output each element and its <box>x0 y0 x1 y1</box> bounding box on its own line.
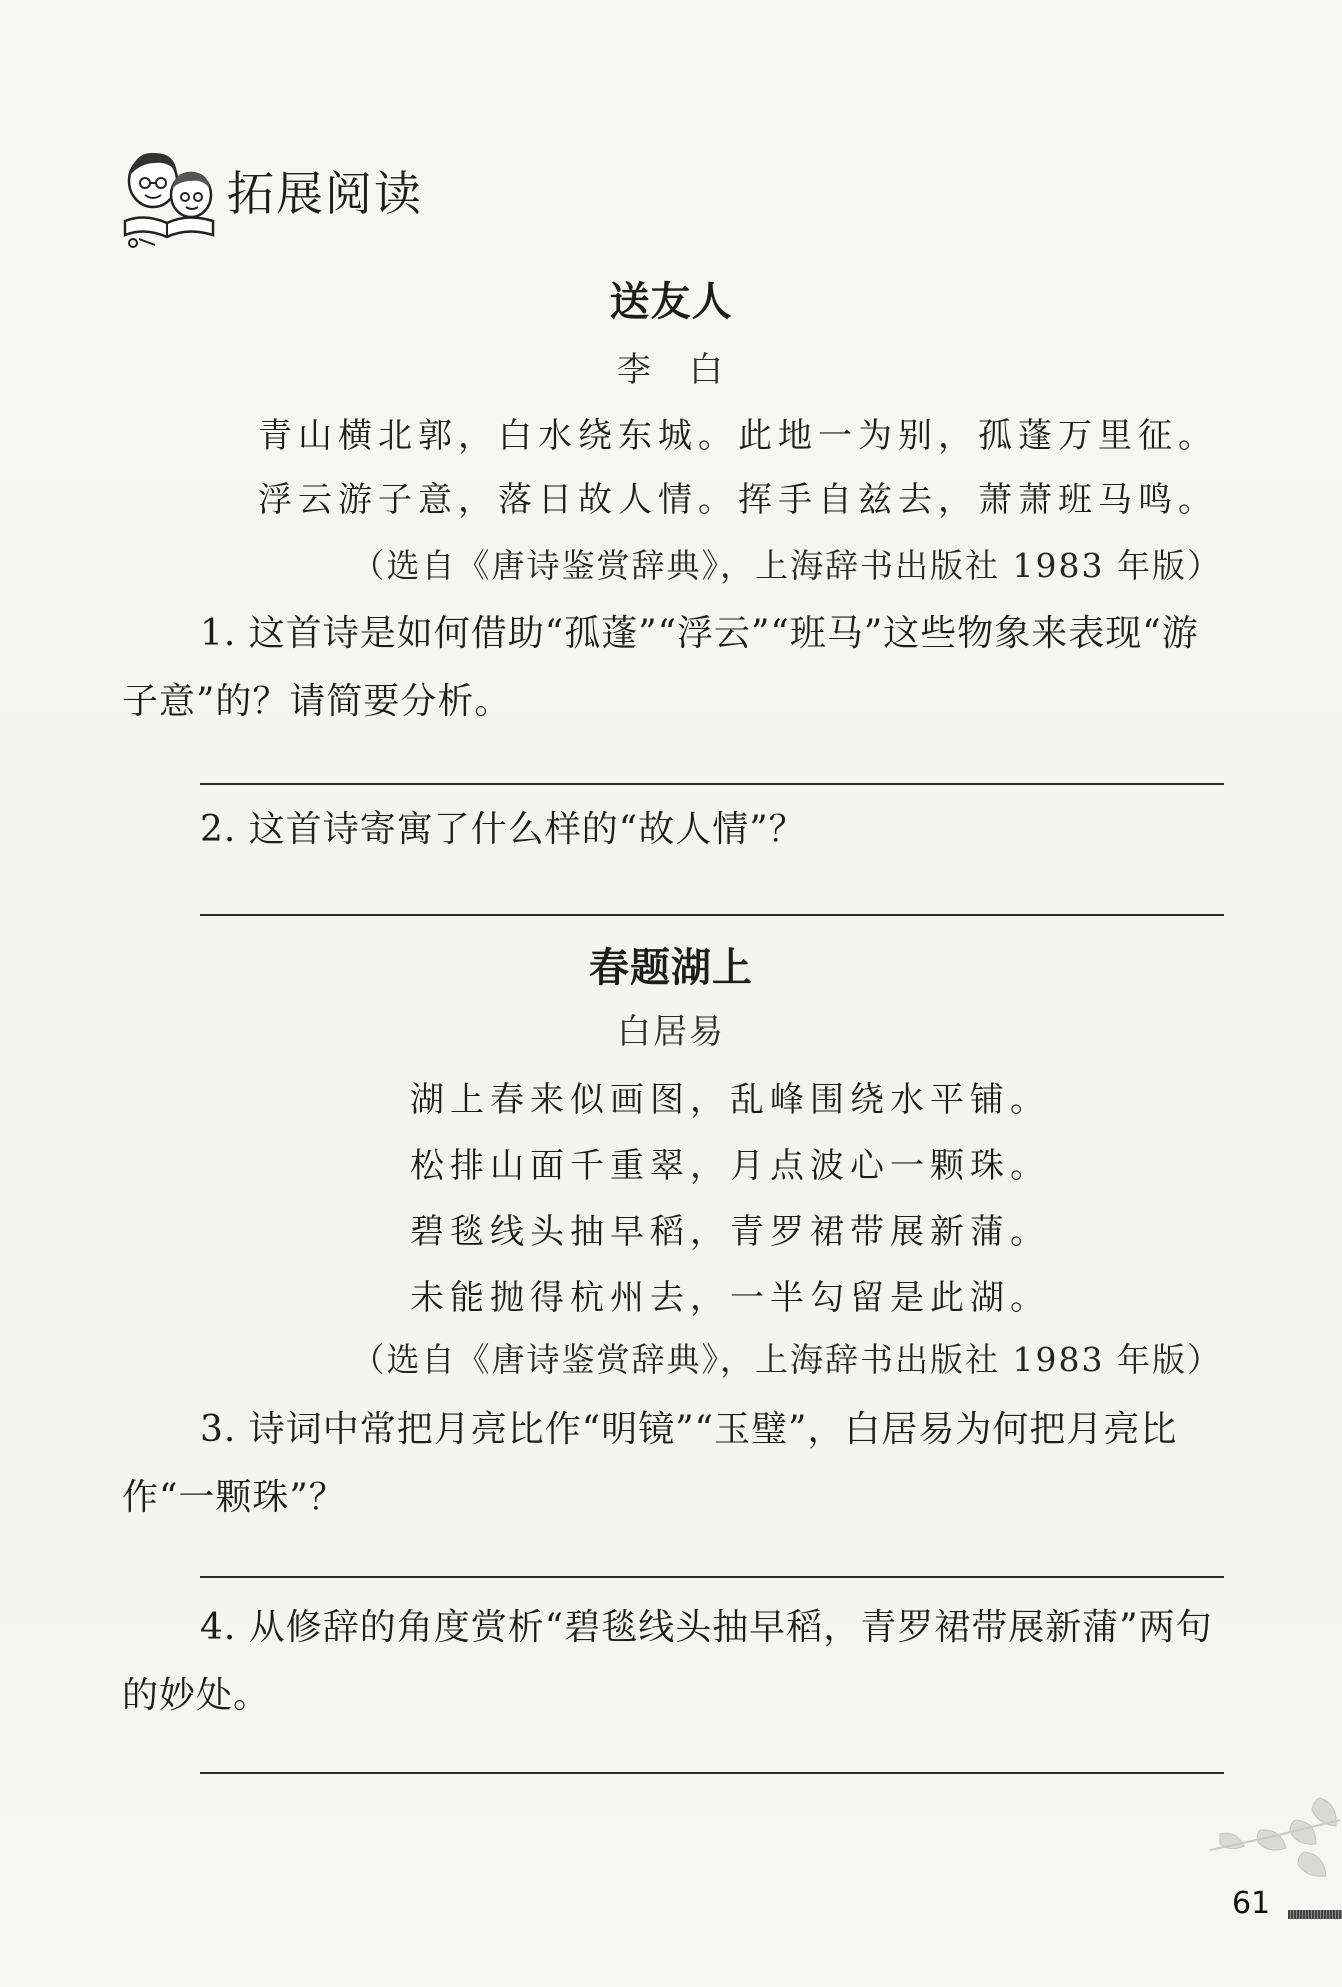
poem2-title: 春题湖上 <box>589 944 753 991</box>
question-1: 1. 这首诗是如何借助“孤蓬”“浮云”“班马”这些物象来表现“游子意”的？请简要分析。 <box>122 613 1199 722</box>
poem1-author: 李 白 <box>617 350 725 390</box>
poem2-author: 白居易 <box>617 1012 725 1052</box>
question-3: 3. 诗词中常把月亮比作“明镜”“玉璧”，白居易为何把月亮比作“一颗珠”？ <box>122 1409 1178 1518</box>
poem1-source: （选自《唐诗鉴赏辞典》，上海辞书出版社 1983 年版） <box>351 546 1222 585</box>
poem1-title: 送友人 <box>609 278 733 325</box>
page-number: 61 <box>1232 1886 1271 1921</box>
poem2-line: 松排山面千重翠，月点波心一颗珠。 <box>410 1146 1050 1186</box>
question-2: 2. 这首诗寄寓了什么样的“故人情”？ <box>200 809 806 850</box>
poem2-line: 湖上春来似画图，乱峰围绕水平铺。 <box>410 1080 1050 1120</box>
leaf-decoration-icon <box>1200 1790 1342 1900</box>
answer-line-3[interactable] <box>200 1576 1224 1578</box>
poem2-line: 碧毯线头抽早稻，青罗裙带展新蒲。 <box>410 1212 1050 1252</box>
section-title: 拓展阅读 <box>227 166 423 222</box>
poem2-line: 未能抛得杭州去，一半勾留是此湖。 <box>410 1278 1050 1318</box>
answer-line-2[interactable] <box>200 914 1224 916</box>
question-4: 4. 从修辞的角度赏析“碧毯线头抽早稻，青罗裙带展新蒲”两句的妙处。 <box>122 1607 1213 1716</box>
answer-line-1[interactable] <box>200 783 1224 785</box>
two-reading-kids-icon <box>115 139 223 251</box>
answer-line-4[interactable] <box>200 1772 1224 1774</box>
poem2-source: （选自《唐诗鉴赏辞典》，上海辞书出版社 1983 年版） <box>351 1340 1222 1379</box>
page-number-bar <box>1288 1910 1342 1919</box>
poem1-line: 浮云游子意，落日故人情。挥手自兹去，萧萧班马鸣。 <box>258 480 1218 520</box>
section-header <box>115 135 423 255</box>
poem1-line: 青山横北郭，白水绕东城。此地一为别，孤蓬万里征。 <box>258 416 1218 456</box>
